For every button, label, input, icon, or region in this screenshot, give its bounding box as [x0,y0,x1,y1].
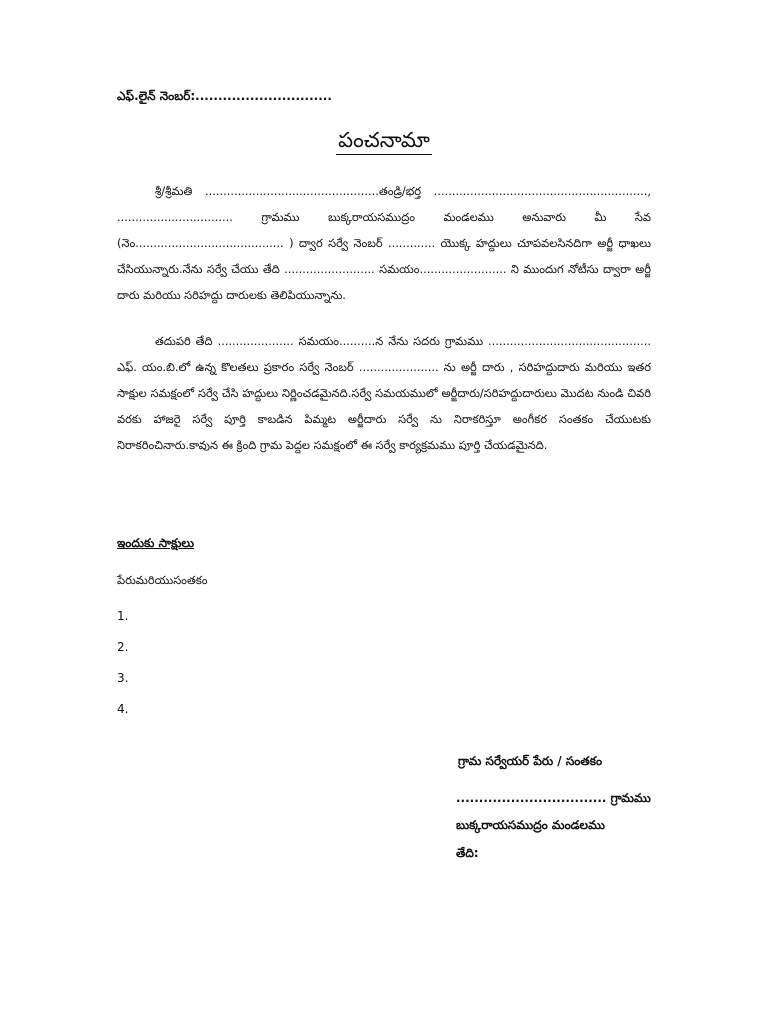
witness-item-2: 2. [117,640,129,654]
document-title [0,128,768,158]
witness-item-1: 1. [117,609,129,623]
date-line: తేది: [456,846,479,860]
witnesses-heading: ఇందుకు సాక్షులు [117,536,195,550]
paragraph-survey: తదుపరి తేది ..................... సమయం..........న నేను సదరు గ్రామము ............................................. ఎఫ్. యం.బి.లో ఉన్న కొలతలు ప్రకారం సర్వే నెంబర్ ...................... ను అర్జీ దారు , సరిహద్దుదారు మరియు ఇతర సాక్షుల సమక్షంలో సర్వే చేసి హద్దులు నిర్ణించడమైనది.సర్వే సమయములో అర్జీదారు/సరిహద్దుదారులు మొదట నుండి చివరి వరకు హాజరై సర్వే పూర్తి కాబడిన పిమ్మట అర్జీదారు సర్వే ను నిరాకరిస్తూ అంగీకర సంతకం చేయుటకు నిరాకరించినారు.కావున ఈ క్రింది గ్రామ పెద్దల సమక్షంలో ఈ సర్వే కార్యక్రమము పూర్తి చేయడమైనది. [117,334,651,452]
witness-item-4: 4. [117,702,129,716]
paragraph-application: శ్రీ/శ్రీమతి ................................................తండ్రి/భర్త ..........................................................., ................................ గ్రామము బుక్కరాయసముద్రం మండలము అనువారు మీ సేవ (నెం......................................... ) ద్వార సర్వే నెంబర్ ............. యొక్క హద్దులు చూపవలసినదిగా అర్జీ ధాఖలు చేసియున్నారు.నేను సర్వే చేయు తేది ......................... సమయం........................ ని ముందుగ నోటీసు ద్వారా అర్జీ దారు మరియు సరిహద్దు దారులకు తెలిపియున్నాను. [117,184,651,302]
mandal-line: బుక్కరాయసముద్రం మండలము [456,818,605,832]
document-title-text: పంచనామా [336,128,432,155]
witness-list [117,605,128,729]
village-line: ................................. గ్రామము [456,791,651,805]
surveyor-name-signature: గ్రామ సర్వేయర్ పేరు / సంతకం [458,754,603,768]
witness-item-3: 3. [117,671,129,685]
file-line-number: ఎఫ్.లైన్ నెంబర్:.............................. [117,89,332,103]
name-signature-label: పేరుమరియుసంతకం [117,573,208,587]
